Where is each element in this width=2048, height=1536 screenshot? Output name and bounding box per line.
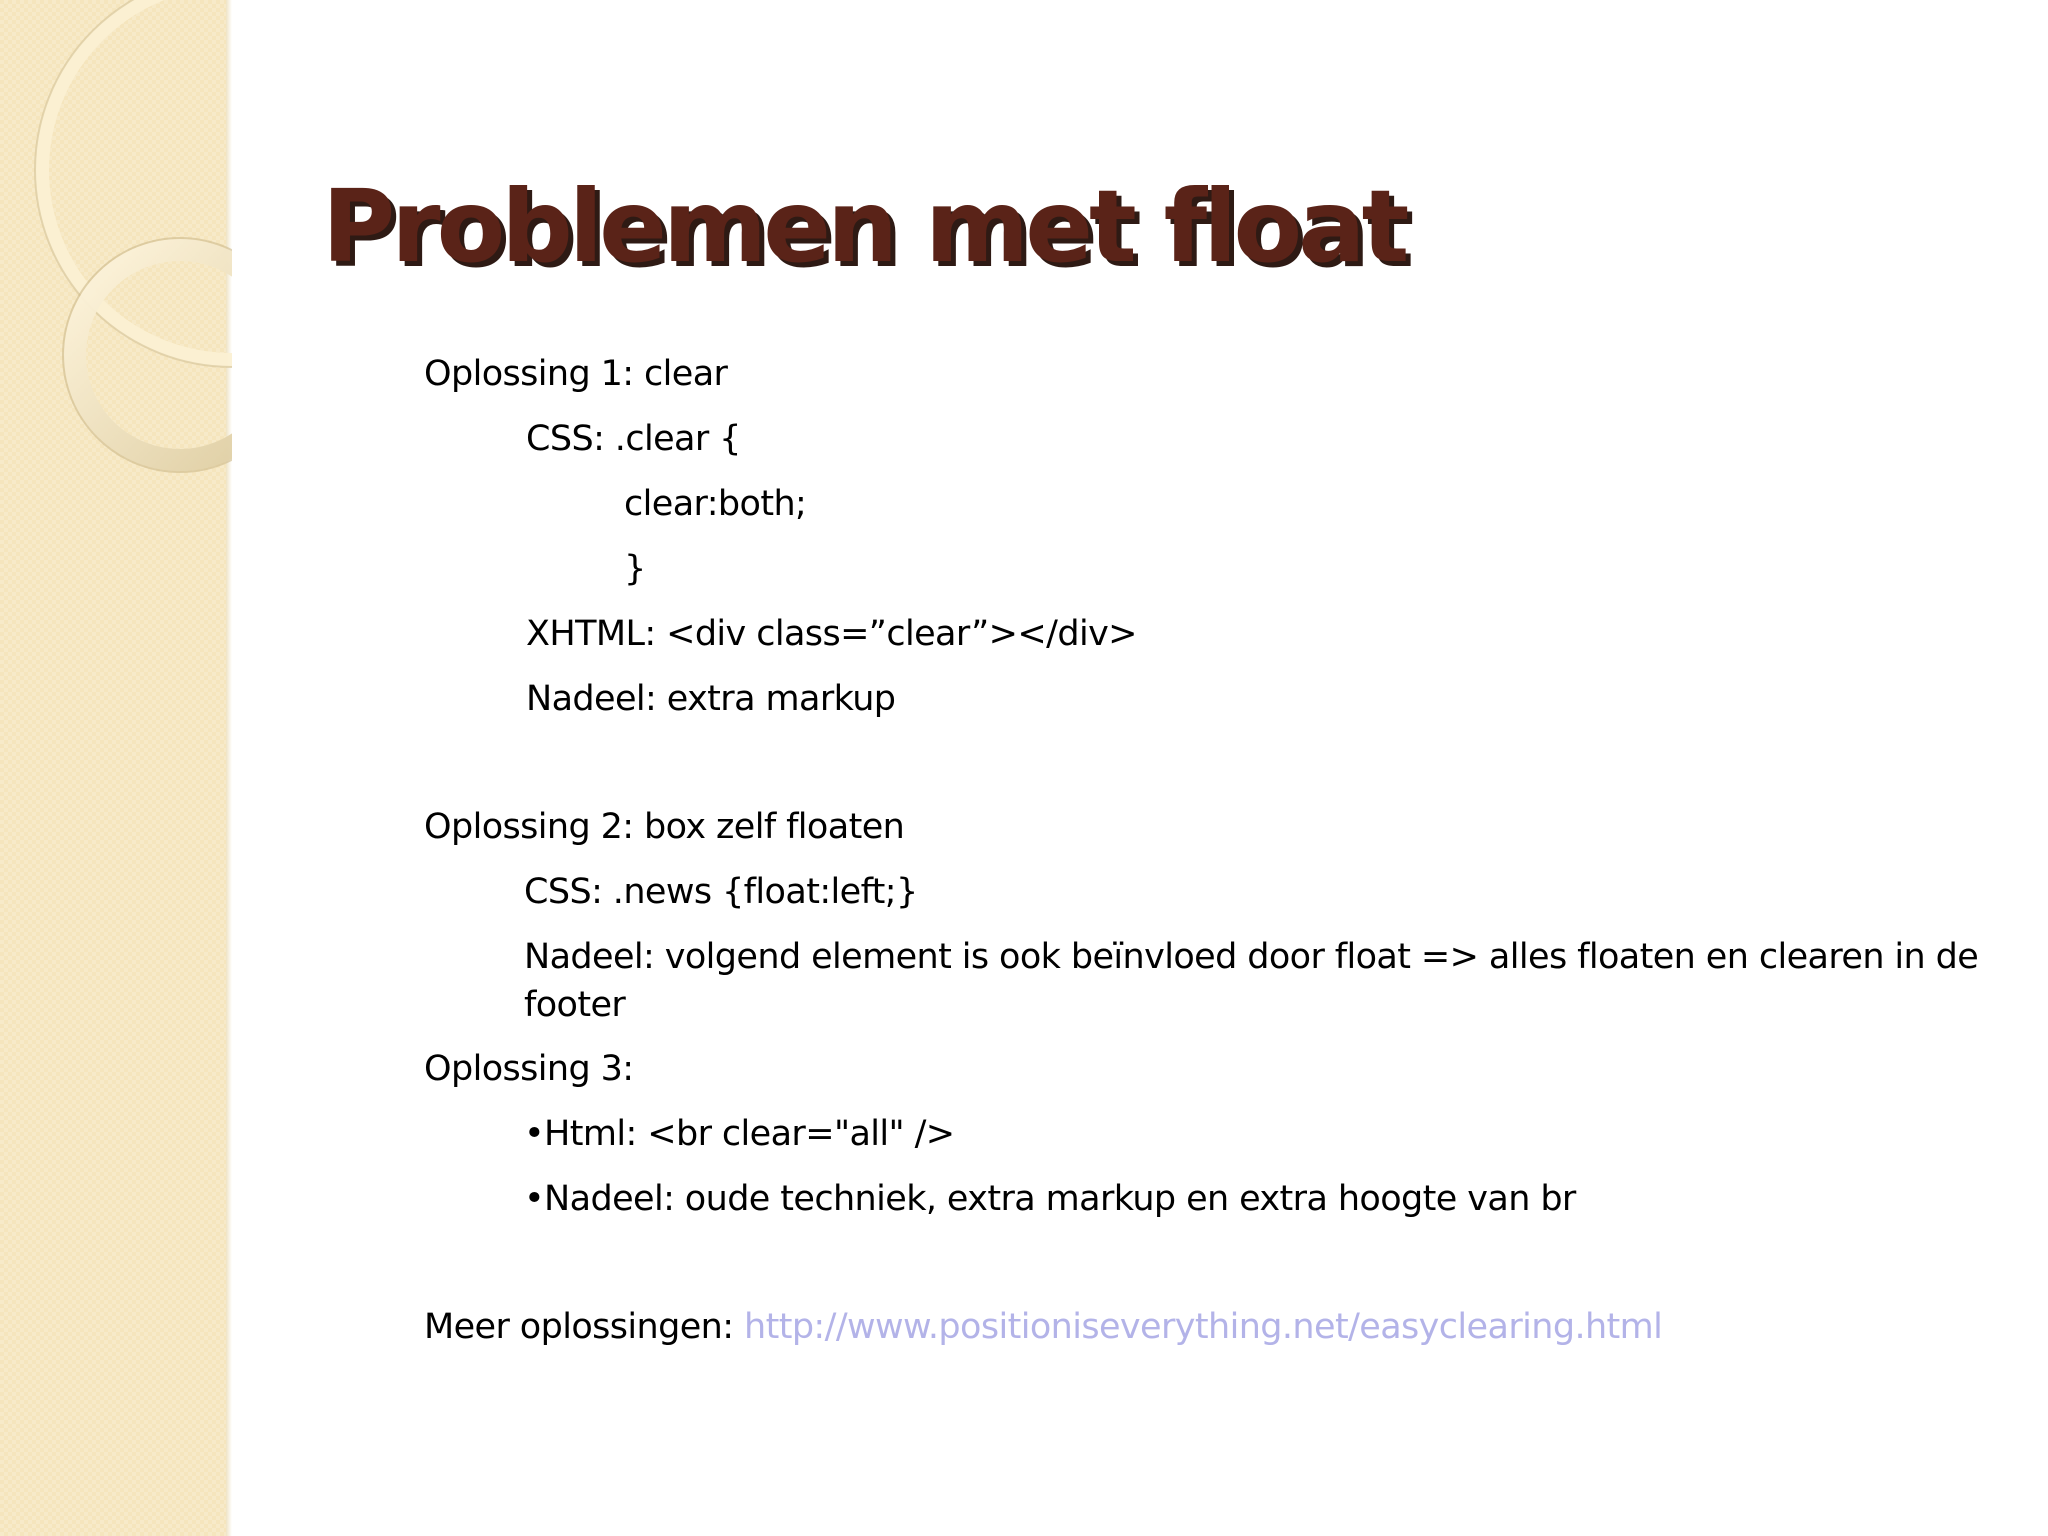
solution-2-css: CSS: .news {float:left;}: [524, 872, 918, 912]
more-solutions-link[interactable]: http://www.positioniseverything.net/easyclearing.html: [743, 1307, 1663, 1347]
solution-3-html: •Html: <br clear="all" />: [524, 1114, 955, 1154]
more-solutions: [424, 1303, 1662, 1351]
solution-1-drawback: Nadeel: extra markup: [526, 679, 896, 719]
solution-1-heading: Oplossing 1: clear: [424, 354, 728, 394]
solution-1-xhtml: XHTML: <div class=”clear”></div>: [526, 614, 1137, 654]
more-solutions-label: Meer oplossingen:: [424, 1307, 744, 1347]
solution-2-drawback: Nadeel: volgend element is ook beïnvloed door float => alles floaten en clearen in de footer: [524, 937, 1979, 1025]
solution-3-drawback: •Nadeel: oude techniek, extra markup en extra hoogte van br: [524, 1179, 1576, 1219]
solution-2-heading: Oplossing 2: box zelf floaten: [424, 807, 905, 847]
solution-1-css-close: }: [624, 549, 646, 589]
slide-title: Problemen met float: [322, 168, 1406, 285]
solution-1-css-rule: clear:both;: [624, 484, 807, 524]
solution-3-heading: Oplossing 3:: [424, 1049, 634, 1089]
solution-1-css: CSS: .clear {: [526, 419, 741, 459]
